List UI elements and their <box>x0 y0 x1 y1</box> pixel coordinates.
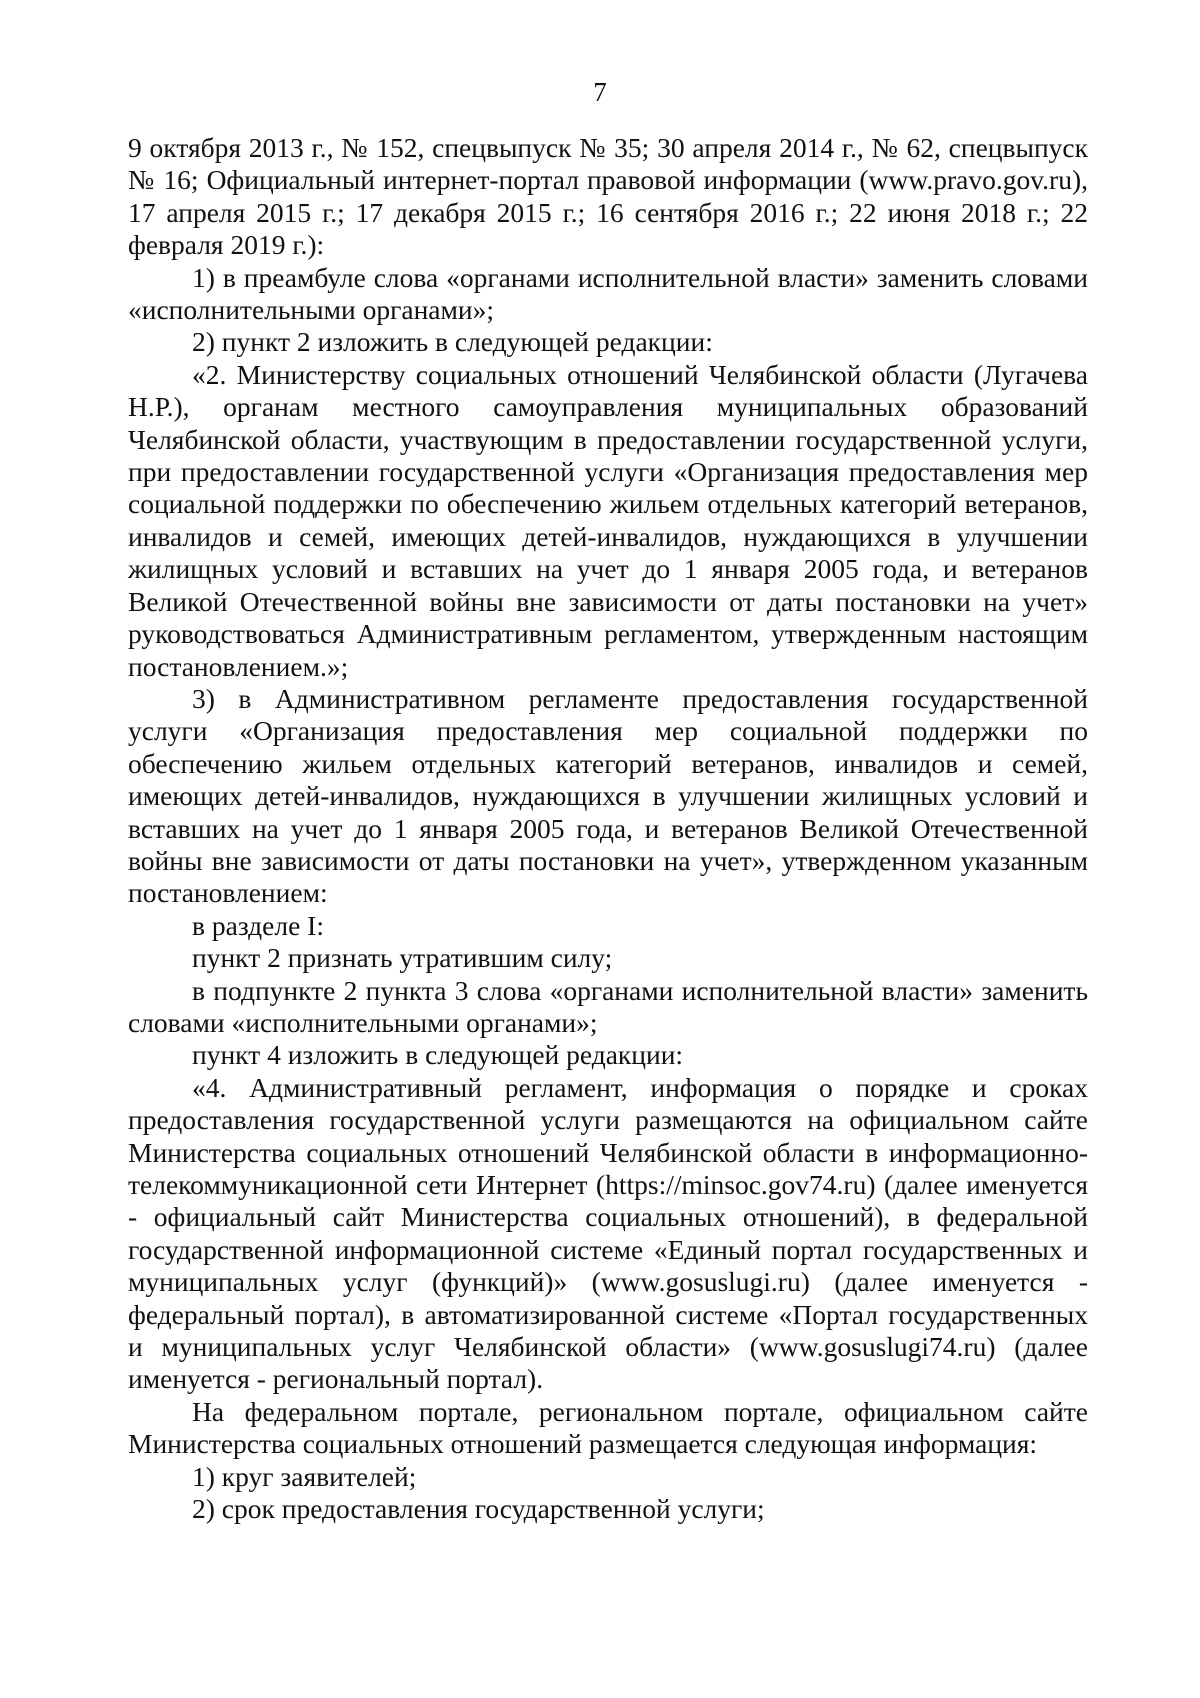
paragraph-info-intro: На федеральном портале, региональном портале, официальном сайте Министерства социальных отношений размещается следующая информация: <box>128 1395 1088 1460</box>
page-number: 7 <box>593 77 607 107</box>
paragraph-item-1: 1) в преамбуле слова «органами исполнительной власти» заменить словами «исполнительными органами»; <box>128 261 1088 326</box>
paragraph-item-3: 3) в Административном регламенте предоставления государственной услуги «Организация предоставления мер социальной поддержки по обеспечению жильем отдельных категорий ветеранов, инвалидов и семей, имеющих детей-инвалидов, нуждающихся в улучшении жилищных условий и вставших на учет до 1 января 2005 года, и ветеранов Великой Отечественной войны вне зависимости от даты постановки на учет», утвержденном указанным постановлением: <box>128 682 1088 909</box>
paragraph-info-item-1: 1) круг заявителей; <box>192 1460 417 1492</box>
paragraph-point-4-text: «4. Административный регламент, информация о порядке и сроках предоставления государственной услуги размещаются на официальном сайте Министерства социальных отношений Челябинской области в информационно-телекоммуникационной сети Интернет (https://minsoc.gov74.ru) (далее именуется - официальный сайт Министерства социальных отношений), в федеральной государственной информационной системе «Единый портал государственных и муниципальных услуг (функций)» (www.gosuslugi.ru) (далее именуется - федеральный портал), в автоматизированной системе «Портал государственных и муниципальных услуг Челябинской области» (www.gosuslugi74.ru) (далее именуется - региональный портал). <box>128 1071 1088 1395</box>
paragraph-source-continuation: 9 октября 2013 г., № 152, спецвыпуск № 35; 30 апреля 2014 г., № 62, спецвыпуск № 16; Официальный интернет-портал правовой информации (www.pravo.gov.ru), 17 апреля 2015 г.; 17 декабря 2015 г.; 16 сентября 2016 г.; 22 июня 2018 г.; 22 февраля 2019 г.): <box>128 132 1088 261</box>
paragraph-point-2-void: пункт 2 признать утратившим силу; <box>192 942 613 974</box>
paragraph-point-2-text: «2. Министерству социальных отношений Челябинской области (Лугачева Н.Р.), органам местного самоуправления муниципальных образований Челябинской области, участвующим в предоставлении государственной услуги, при предоставлении государственной услуги «Организация предоставления мер социальной поддержки по обеспечению жильем отдельных категорий ветеранов, инвалидов и семей, имеющих детей-инвалидов, нуждающихся в улучшении жилищных условий и вставших на учет до 1 января 2005 года, и ветеранов Великой Отечественной войны вне зависимости от даты постановки на учет» руководствоваться Административным регламентом, утвержденным настоящим постановлением.»; <box>128 358 1088 682</box>
paragraph-section-1: в разделе I: <box>192 909 324 941</box>
document-body <box>128 132 1088 1525</box>
paragraph-item-2: 2) пункт 2 изложить в следующей редакции: <box>192 326 713 358</box>
paragraph-info-item-2: 2) срок предоставления государственной услуги; <box>192 1493 765 1525</box>
paragraph-point-4-intro: пункт 4 изложить в следующей редакции: <box>192 1039 684 1071</box>
paragraph-subpoint-2-point-3: в подпункте 2 пункта 3 слова «органами исполнительной власти» заменить словами «исполнительными органами»; <box>128 974 1088 1038</box>
